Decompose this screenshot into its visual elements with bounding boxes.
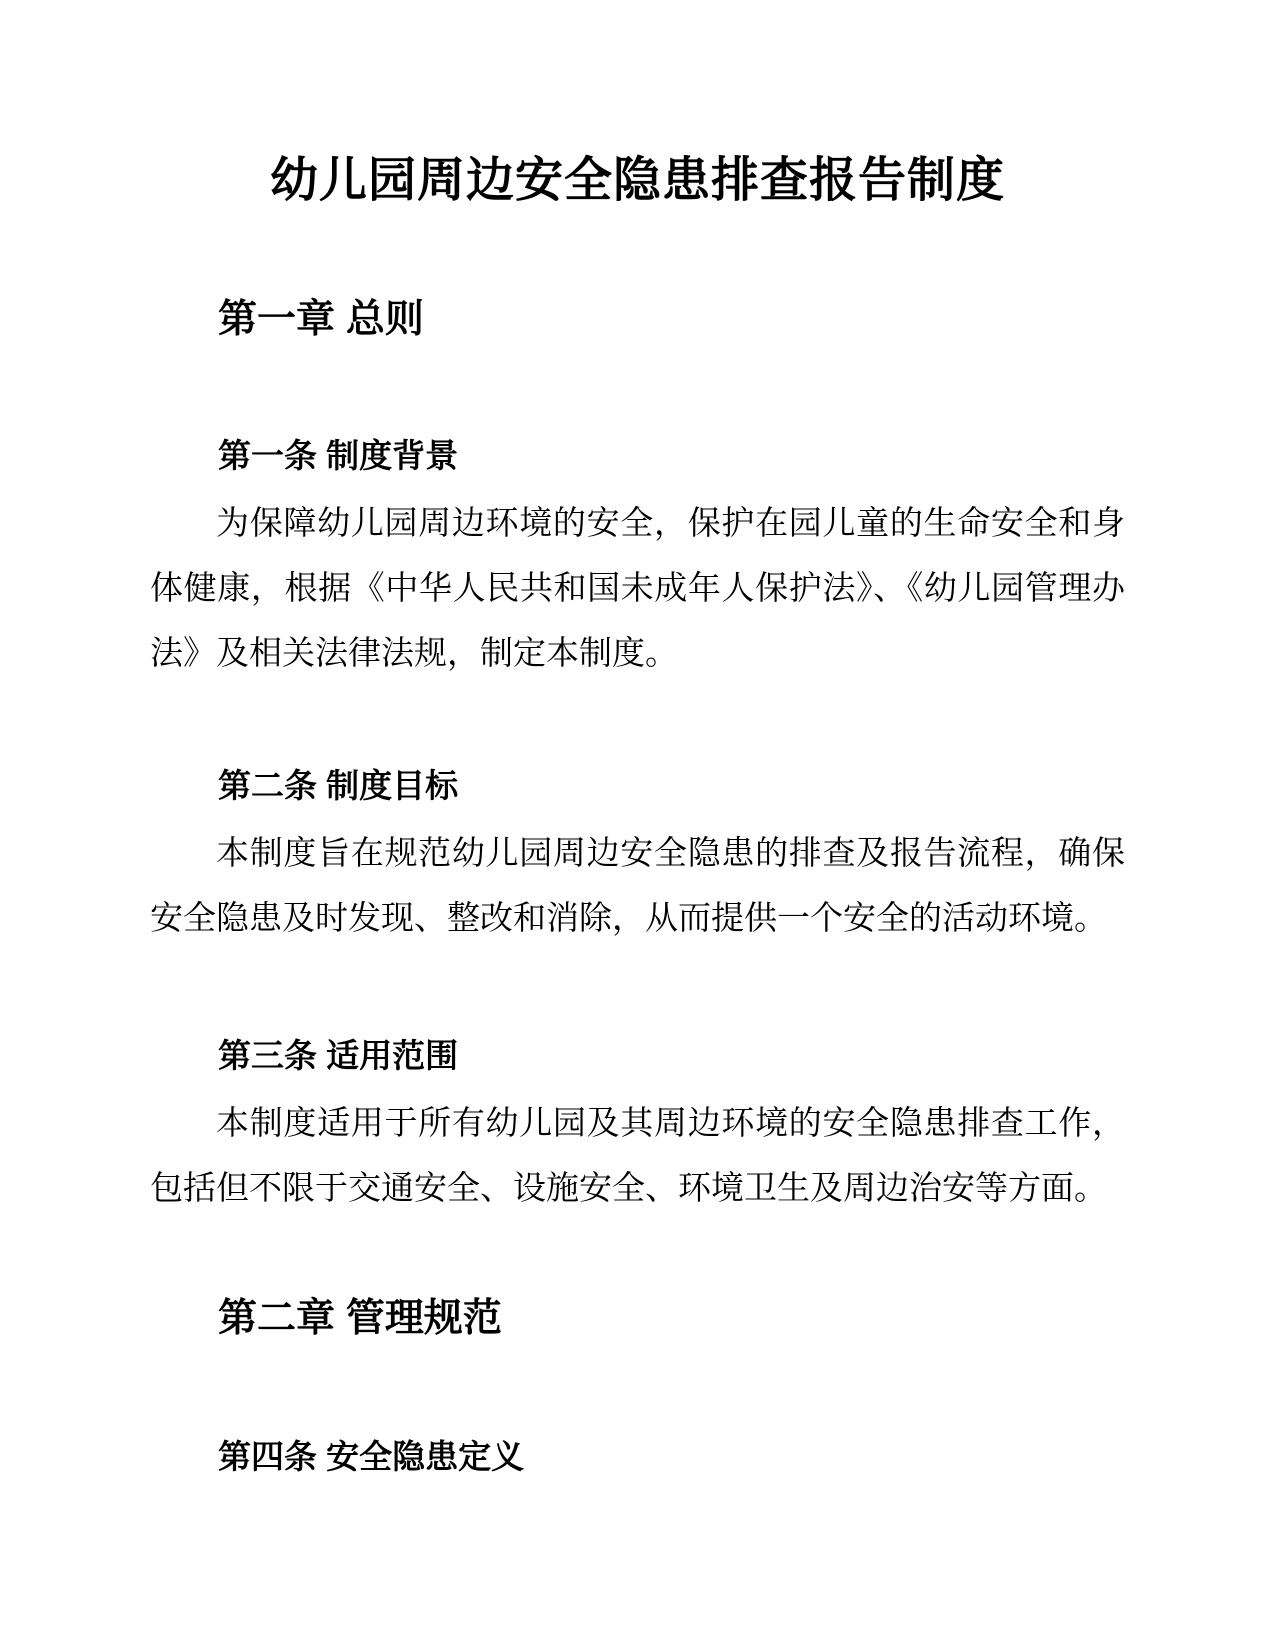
article-4-heading: 第四条 安全隐患定义 — [218, 1438, 525, 1475]
article-3-body: 本制度适用于所有幼儿园及其周边环境的安全隐患排查工作，包括但不限于交通安全、设施安全、环境卫生及周边治安等方面。 — [150, 1106, 1125, 1207]
chapter-2-heading: 第二章 管理规范 — [218, 1297, 502, 1340]
article-1-heading: 第一条 制度背景 — [218, 437, 459, 474]
article-2-heading: 第二条 制度目标 — [218, 767, 459, 804]
article-3-heading: 第三条 适用范围 — [218, 1037, 459, 1074]
article-2-body: 本制度旨在规范幼儿园周边安全隐患的排查及报告流程，确保安全隐患及时发现、整改和消除，从而提供一个安全的活动环境。 — [150, 836, 1125, 937]
document-title: 幼儿园周边安全隐患排查报告制度 — [269, 154, 1005, 207]
chapter-1-heading: 第一章 总则 — [218, 298, 424, 341]
article-1-body: 为保障幼儿园周边环境的安全，保护在园儿童的生命安全和身体健康，根据《中华人民共和国未成年人保护法》、《幼儿园管理办法》及相关法律法规，制定本制度。 — [150, 506, 1125, 672]
